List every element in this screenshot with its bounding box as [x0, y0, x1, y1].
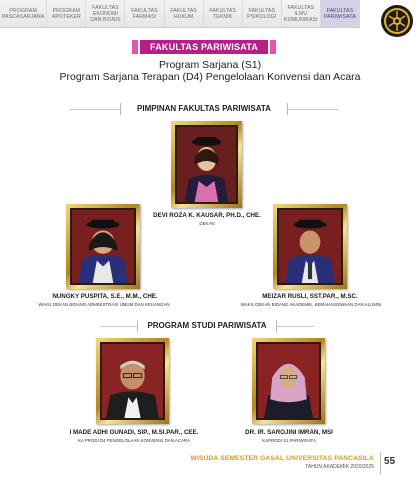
dean-role: DEKAN	[199, 221, 215, 226]
vice-dean-1-role: WAKIL DEKAN BIDANG ADMINISTRASI UMUM DAN KEUANGAN	[38, 302, 170, 307]
tab-label: FAKULTAS EKONOMI	[92, 4, 119, 17]
divider	[70, 109, 120, 110]
page-number: 55	[384, 456, 396, 467]
top-navigation	[0, 0, 420, 40]
program-head-1-name: I MADE ADHI GUNADI, SIP., M.SI.PAR., CEE.	[69, 429, 199, 436]
tab-label: FARMASI	[132, 13, 157, 20]
footer-divider	[380, 452, 381, 474]
dean-photo	[177, 127, 236, 202]
program-head-2-role: KAPRODI S1 PARIWISATA	[262, 438, 316, 443]
tab-label: HUKUM	[173, 13, 194, 20]
vice-dean-1-portrait-frame	[66, 204, 140, 289]
tab-label: PASCASARJANA	[2, 13, 45, 20]
faculty-title-banner: FAKULTAS PARIWISATA	[140, 40, 268, 54]
vice-dean-2-name: MEIZAR RUSLI, SST.PAR., M.SC.	[262, 293, 358, 300]
program-line-2: Program Sarjana Terapan (D4) Pengelolaan Konvensi dan Acara	[59, 71, 361, 83]
tab-hukum[interactable]	[165, 0, 204, 27]
faculty-tabs	[0, 0, 360, 28]
vice-dean-1-name: NUNGKY PUSPITA, S.E., M.M., CHE.	[52, 293, 158, 300]
tab-label: PROGRAM	[52, 7, 81, 14]
tab-label: FAKULTAS ILMU	[287, 4, 315, 17]
university-logo	[380, 4, 414, 38]
program-head-1-portrait-frame	[96, 338, 169, 424]
tab-label: PARIWISATA	[323, 13, 356, 20]
program-head-2-portrait-frame	[252, 338, 325, 424]
tab-label: FAKULTAS	[209, 7, 236, 14]
dean-portrait-frame	[171, 121, 242, 208]
tab-ekonomi-bisnis[interactable]	[86, 0, 125, 27]
academic-year: TAHUN AKADEMIK 2020/2025	[305, 464, 374, 470]
tab-apoteker[interactable]	[47, 0, 86, 27]
program-head-2-name: DR. IR. SAROJINI IMRAN, MSI	[245, 429, 333, 436]
study-programs-heading: PROGRAM STUDI PARIWISATA	[137, 320, 277, 332]
program-head-2-photo	[258, 344, 319, 418]
program-head-1-role: KA PRODI D4 PENGELOLAAN KONVENSI DAN ACARA	[78, 438, 190, 443]
tab-label: TEKNIK	[213, 13, 233, 20]
tab-label: PSIKOLOGI	[247, 13, 277, 20]
tab-teknik[interactable]	[204, 0, 243, 27]
tab-label: PROGRAM	[9, 7, 37, 14]
vice-dean-1-photo	[72, 210, 134, 283]
tab-label: FAKULTAS	[131, 7, 158, 14]
leadership-heading: PIMPINAN FAKULTAS PARIWISATA	[120, 103, 288, 115]
tab-farmasi[interactable]	[125, 0, 164, 27]
tab-label: FAKULTAS	[170, 7, 197, 14]
vice-dean-2-portrait-frame	[273, 204, 347, 289]
vice-dean-2-photo	[279, 210, 341, 283]
tab-pascasarjana[interactable]	[0, 0, 47, 27]
dean-name: DEVI ROZA K. KAUSAR, PH.D., CHE.	[153, 212, 261, 219]
vice-dean-2-role: WAKIL DEKAN BIDANG AKADEMIK, KEMAHASISWAAN DAN ALUMNI	[240, 302, 382, 307]
tab-label: DAN BISNIS	[90, 16, 121, 23]
tab-label: APOTEKER	[51, 13, 81, 20]
tab-psikologi[interactable]	[243, 0, 282, 27]
divider	[277, 326, 314, 327]
divider	[100, 326, 137, 327]
tab-label: FAKULTAS	[248, 7, 276, 14]
program-head-1-photo	[102, 344, 163, 418]
divider	[288, 109, 338, 110]
tab-ilmu-komunikasi[interactable]	[282, 0, 321, 27]
tab-pariwisata[interactable]	[321, 0, 360, 27]
tab-label: FAKULTAS	[326, 7, 354, 14]
event-title: WISUDA SEMESTER GASAL UNIVERSITAS PANCASILA	[190, 455, 374, 462]
program-line-1: Program Sarjana (S1)	[158, 59, 262, 71]
tab-label: KOMUNIKASI	[284, 16, 318, 23]
